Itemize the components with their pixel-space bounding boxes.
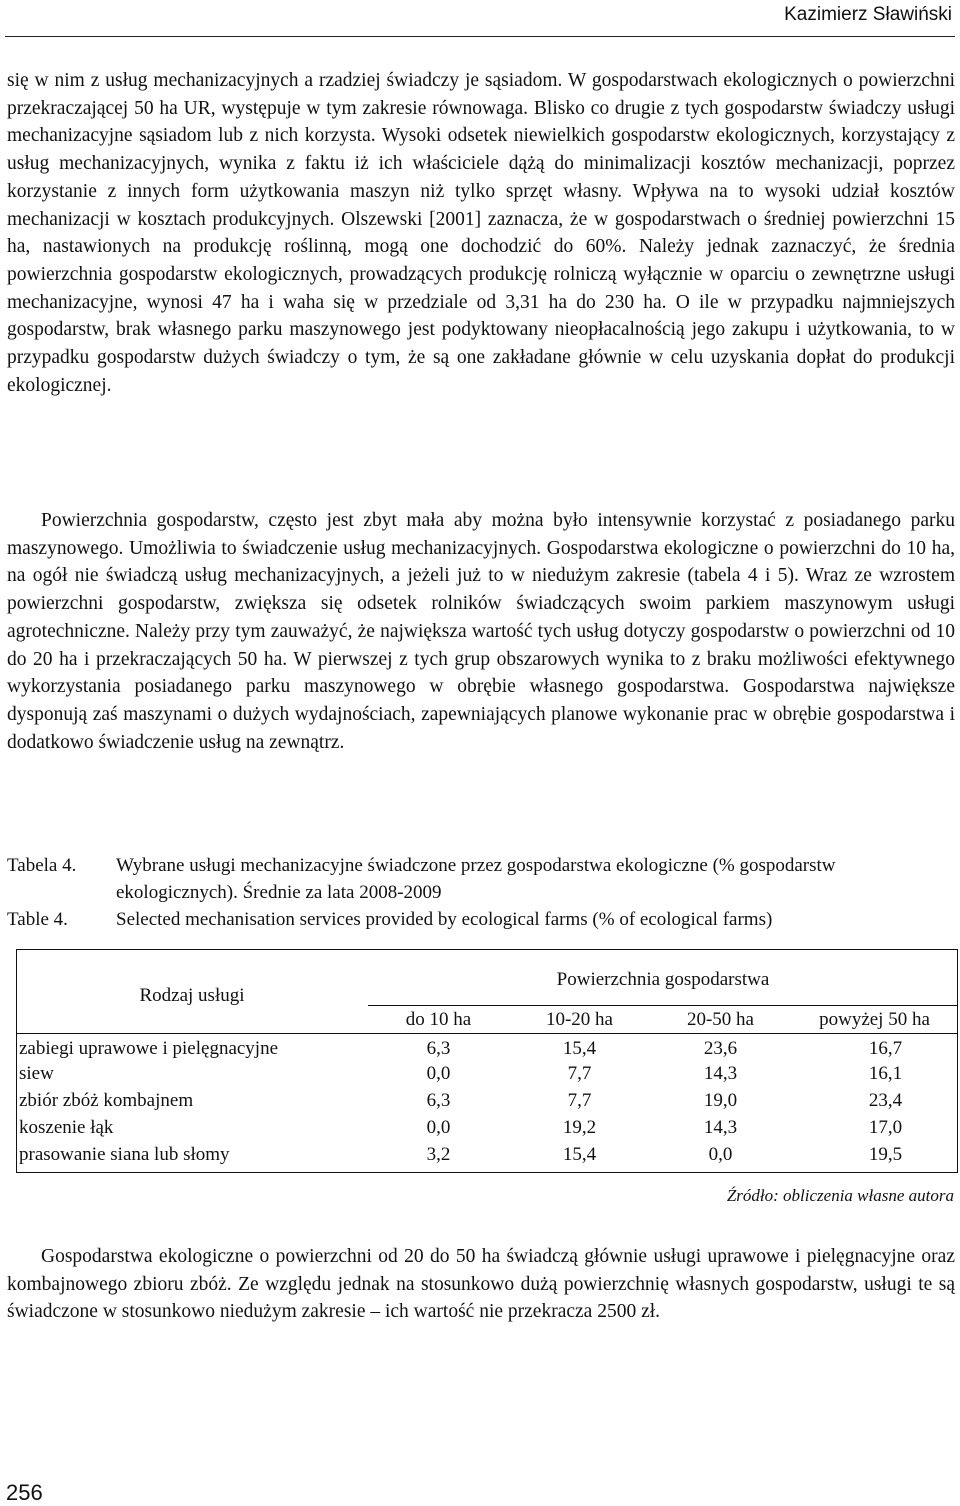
- row-label: siew: [19, 1062, 54, 1084]
- table-row: [16, 1087, 958, 1114]
- group-header-cell: Powierzchnia gospodarstwa: [556, 969, 770, 990]
- row-label: zabiegi uprawowe i pielęgnacyjne: [19, 1037, 279, 1059]
- table-cell: 16,1: [868, 1062, 903, 1084]
- group-header-rule: [368, 1005, 958, 1006]
- caption-english: [7, 906, 955, 933]
- column-header: powyżej 50 ha: [819, 1009, 930, 1030]
- row-header-cell: Rodzaj usługi: [139, 985, 245, 1006]
- table-cell: 15,4: [562, 1143, 597, 1165]
- table-cell: 16,7: [868, 1037, 903, 1059]
- table-cell: 14,3: [703, 1062, 738, 1084]
- caption-polish-text: Wybrane usługi mechanizacyjne świadczone przez gospodarstwa ekologiczne (% gospodarstw ekologicznych). Średnie za lata 2008-2009: [116, 855, 836, 903]
- table-cell: 7,7: [567, 1062, 592, 1084]
- services-data-table: [16, 949, 958, 1168]
- services-table: [16, 949, 958, 1173]
- table-source-note: Źródło: obliczenia własne autora: [726, 1186, 954, 1205]
- column-header: 20-50 ha: [686, 1009, 754, 1030]
- paragraph-3: Gospodarstwa ekologiczne o powierzchni od 20 do 50 ha świadczą głównie usługi uprawowe i pielęgnacyjne oraz kombajnowego zbioru zbóż. Ze względu jednak na stosunkowo dużą powierzchnię własnych gospodarstw, usługi te są świadczone w stosunkowo niedużym zakresie – ich wartość nie przekracza 2500 zł.: [7, 1246, 955, 1323]
- table-cell: 19,5: [868, 1143, 903, 1165]
- table-cell: 23,6: [703, 1037, 738, 1059]
- table-cell: 6,3: [426, 1089, 451, 1111]
- table-cell: 17,0: [868, 1116, 903, 1138]
- table-cell: 6,3: [426, 1037, 451, 1059]
- caption-english-label: Table 4.: [7, 909, 68, 930]
- paragraph-1: się w nim z usług mechanizacyjnych a rzadziej świadczy je sąsiadom. W gospodarstwach ekologicznych o powierzchni przekraczającej 50 ha UR, występuje w tym zakresie równowaga. Blisko co drugie z tych gospodarstw świadczy usługi mechanizacyjne sąsiadom lub z nich korzysta. Wysoki odsetek niewielkich gospodarstw ekologicznych, korzystający z usług mechanizacyjnych, wynika z faktu iż ich właściciele dążą do minimalizacji kosztów mechanizacji, poprzez korzystanie z innych form użytkowania maszyn niż tylko sprzęt własny. Wpływa na to wysoki udział kosztów mechanizacji w kosztach produkcyjnych. Olszewski [2001] zaznacza, że w gospodarstwach o średniej powierzchni 15 ha, nastawionych na produkcję roślinną, mogą one dochodzić do 60%. Należy jednak zaznaczyć, że średnia powierzchnia gospodarstw ekologicznych, prowadzących produkcję rolniczą wyłącznie w oparciu o zewnętrzne usługi mechanizacyjne, wynosi 47 ha i waha się w przedziale od 3,31 ha do 230 ha. O ile w przypadku najmniejszych gospodarstw, brak własnego parku maszynowego jest podyktowany nieopłacalnością jego zakupu i użytkowania, to w przypadku gospodarstw dużych świadczy o tym, że są one zakładane głównie w celu uzyskania dopłat do produkcji ekologicznej.: [7, 70, 955, 396]
- caption-english-text: Selected mechanisation services provided by ecological farms (% of ecological farms): [116, 909, 773, 930]
- page-header: [0, 0, 960, 38]
- table-row: [16, 1114, 958, 1141]
- running-head-author: Kazimierz Sławiński: [784, 4, 952, 25]
- table-row: [16, 1033, 958, 1060]
- table-row: [16, 1141, 958, 1168]
- table-row: [16, 1060, 958, 1087]
- table-cell: 7,7: [567, 1089, 592, 1111]
- header-rule: [5, 36, 955, 37]
- table-cell: 0,0: [708, 1143, 733, 1165]
- table-cell: 0,0: [426, 1062, 451, 1084]
- column-header: 10-20 ha: [545, 1009, 613, 1030]
- table-cell: 23,4: [868, 1089, 903, 1111]
- table-cell: 14,3: [703, 1116, 738, 1138]
- table-cell: 19,2: [562, 1116, 597, 1138]
- table-cell: 0,0: [426, 1116, 451, 1138]
- caption-polish-label: Tabela 4.: [7, 855, 77, 876]
- paragraph-2: Powierzchnia gospodarstw, często jest zbyt mała aby można było intensywnie korzystać z posiadanego parku maszynowego. Umożliwia to świadczenie usług mechanizacyjnych. Gospodarstwa ekologiczne o powierzchni do 10 ha, na ogół nie świadczą usług mechanizacyjnych, a jeżeli już to w niedużym zakresie (tabela 4 i 5). Wraz ze wzrostem powierzchni gospodarstw, zwiększa się odsetek rolników świadczących swoim parkiem maszynowym usługi agrotechniczne. Należy przy tym zauważyć, że największa wartość tych usług dotyczy gospodarstw o powierzchni od 10 do 20 ha i przekraczających 50 ha. W pierwszej z tych grup obszarowych wynika to z braku możliwości efektywnego wykorzystania posiadanego parku maszynowego w obrębie własnego gospodarstwa. Gospodarstwa największe dysponują zaś maszynami o dużych wydajnościach, zapewniających planowe wykonanie prac w obrębie gospodarstwa i dodatkowo świadczenie usług na zewnątrz.: [7, 510, 955, 753]
- row-label: koszenie łąk: [19, 1116, 114, 1138]
- row-label: zbiór zbóż kombajnem: [19, 1089, 194, 1111]
- row-label: prasowanie siana lub słomy: [19, 1143, 230, 1165]
- column-header: do 10 ha: [405, 1009, 472, 1030]
- caption-polish: [7, 852, 955, 906]
- table-caption: [7, 852, 955, 933]
- table-cell: 3,2: [426, 1143, 451, 1165]
- page-number: 256: [6, 1480, 43, 1505]
- table-cell: 19,0: [703, 1089, 738, 1111]
- column-header-rule: [16, 1033, 958, 1034]
- table-cell: 15,4: [562, 1037, 597, 1059]
